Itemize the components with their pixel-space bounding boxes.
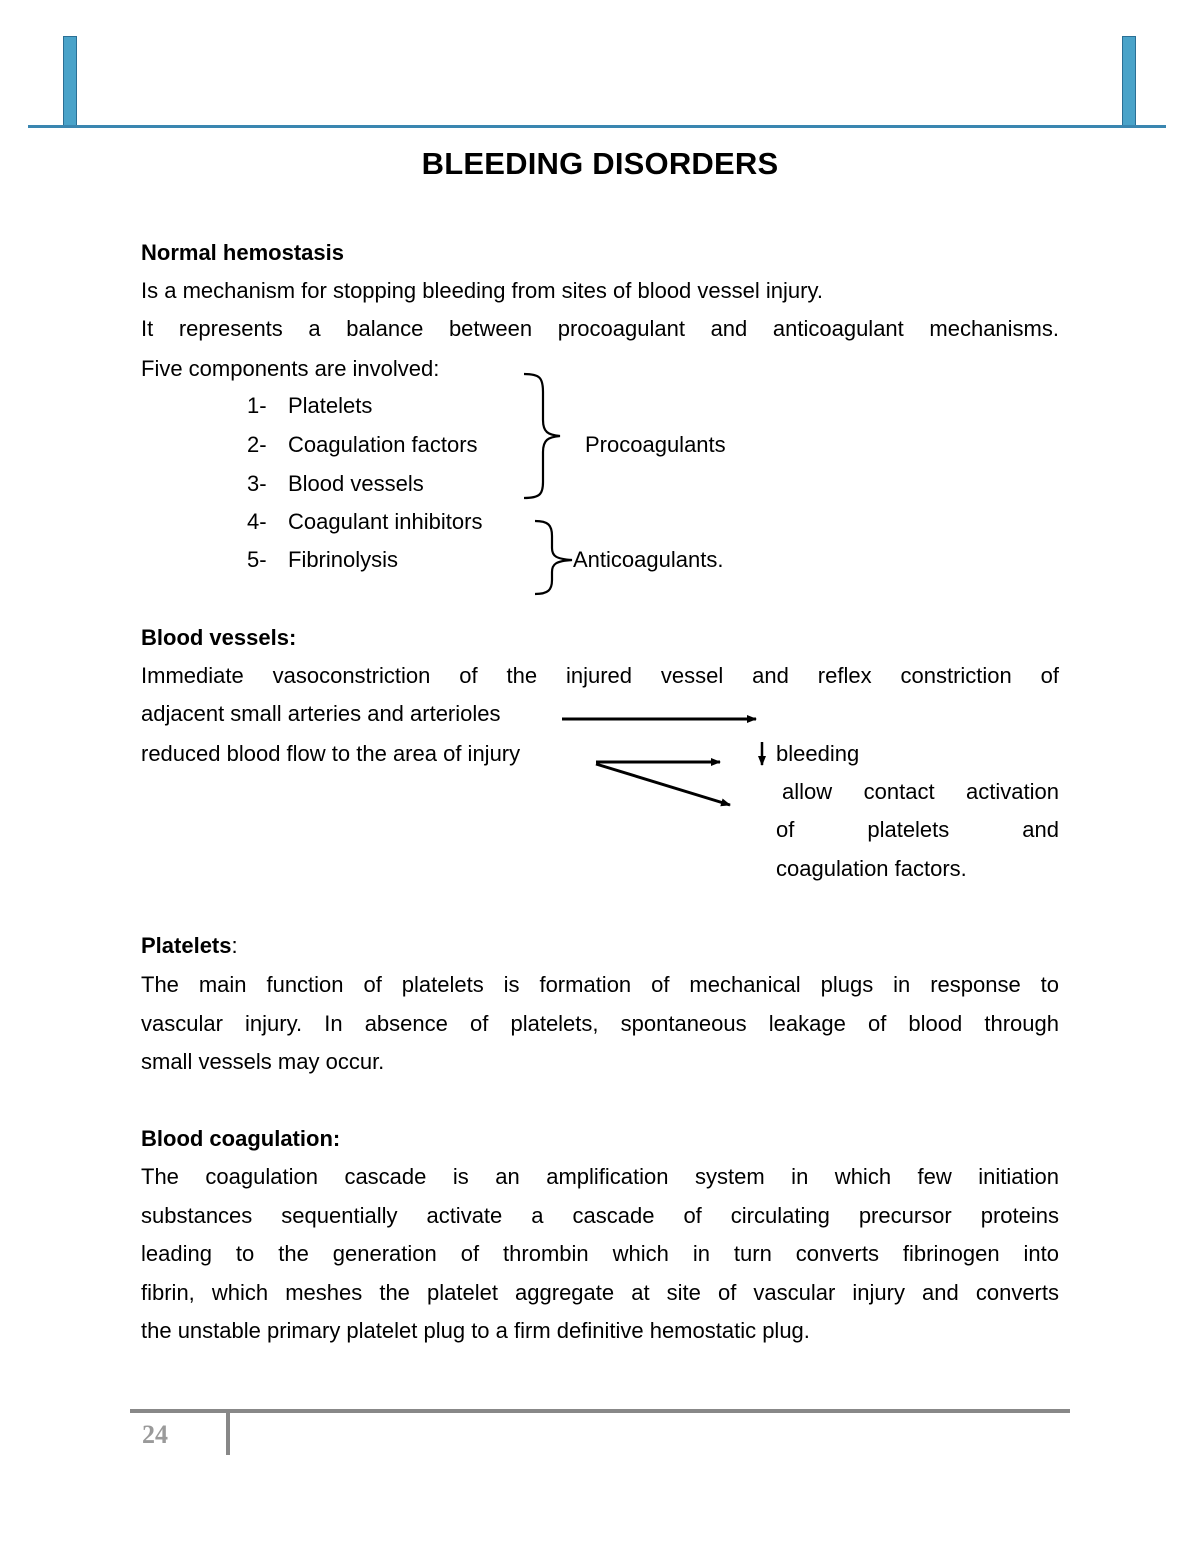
- page-number: 24: [142, 1420, 168, 1449]
- component-number: 3-: [247, 471, 267, 496]
- effect-line: coagulation factors.: [776, 856, 967, 881]
- anticoagulant-brace: [535, 521, 572, 594]
- component-label: Coagulant inhibitors: [288, 509, 483, 534]
- section-heading-coagulation: Blood coagulation:: [141, 1126, 341, 1151]
- paragraph-line: vascular injury. In absence of platelets, spontaneous leakage of blood through: [141, 1010, 1059, 1036]
- bleeding-label: bleeding: [776, 741, 860, 766]
- anticoagulants-label: Anticoagulants.: [573, 547, 724, 572]
- procoagulants-label: Procoagulants: [585, 432, 726, 457]
- reduced-blood-flow-text: reduced blood flow to the area of injury: [141, 741, 521, 766]
- component-label: Fibrinolysis: [288, 547, 399, 572]
- effect-line: allow contact activation: [782, 779, 1059, 804]
- footer-separator: [226, 1413, 230, 1455]
- platelets-heading-text: Platelets: [141, 933, 232, 958]
- vasoconstriction-text: Immediate vasoconstriction of the injured vessel and reflex constriction of: [141, 663, 1059, 688]
- paragraph-line: leading to the generation of thrombin which in turn converts fibrinogen into: [141, 1241, 1059, 1267]
- paragraph-line: the unstable primary platelet plug to a firm definitive hemostatic plug.: [141, 1318, 810, 1344]
- component-number: 2-: [247, 432, 267, 457]
- paragraph-line: substances sequentially activate a cascade of circulating precursor proteins: [141, 1202, 1059, 1228]
- footer-rule: [130, 1409, 1070, 1413]
- vasoconstriction-text-cont: adjacent small arteries and arterioles: [141, 701, 501, 726]
- hemostasis-balance: It represents a balance between procoagulant and anticoagulant mechanisms.: [141, 316, 1059, 341]
- paragraph-line: fibrin, which meshes the platelet aggregate at site of vascular injury and converts: [141, 1279, 1059, 1305]
- component-number: 5-: [247, 547, 267, 572]
- page-title: BLEEDING DISORDERS: [421, 146, 779, 181]
- paragraph-line: small vessels may occur.: [141, 1049, 385, 1075]
- section-heading-hemostasis: Normal hemostasis: [141, 240, 344, 265]
- component-label: Coagulation factors: [288, 432, 478, 457]
- paragraph-line: The coagulation cascade is an amplification system in which few initiation: [141, 1164, 1059, 1189]
- component-number: 4-: [247, 509, 267, 534]
- effect-line: of platelets and: [776, 817, 1059, 842]
- platelets-heading-colon: :: [231, 933, 238, 958]
- component-label: Platelets: [288, 393, 373, 418]
- procoagulant-brace: [524, 374, 560, 498]
- hemostasis-components-intro: Five components are involved:: [141, 356, 440, 381]
- section-heading-blood-vessels: Blood vessels:: [141, 625, 297, 650]
- component-label: Blood vessels: [288, 471, 424, 496]
- hemostasis-definition: Is a mechanism for stopping bleeding from sites of blood vessel injury.: [141, 278, 823, 303]
- component-number: 1-: [247, 393, 267, 418]
- paragraph-line: The main function of platelets is formation of mechanical plugs in response to: [141, 972, 1059, 997]
- arrow-to-activation: [596, 764, 730, 805]
